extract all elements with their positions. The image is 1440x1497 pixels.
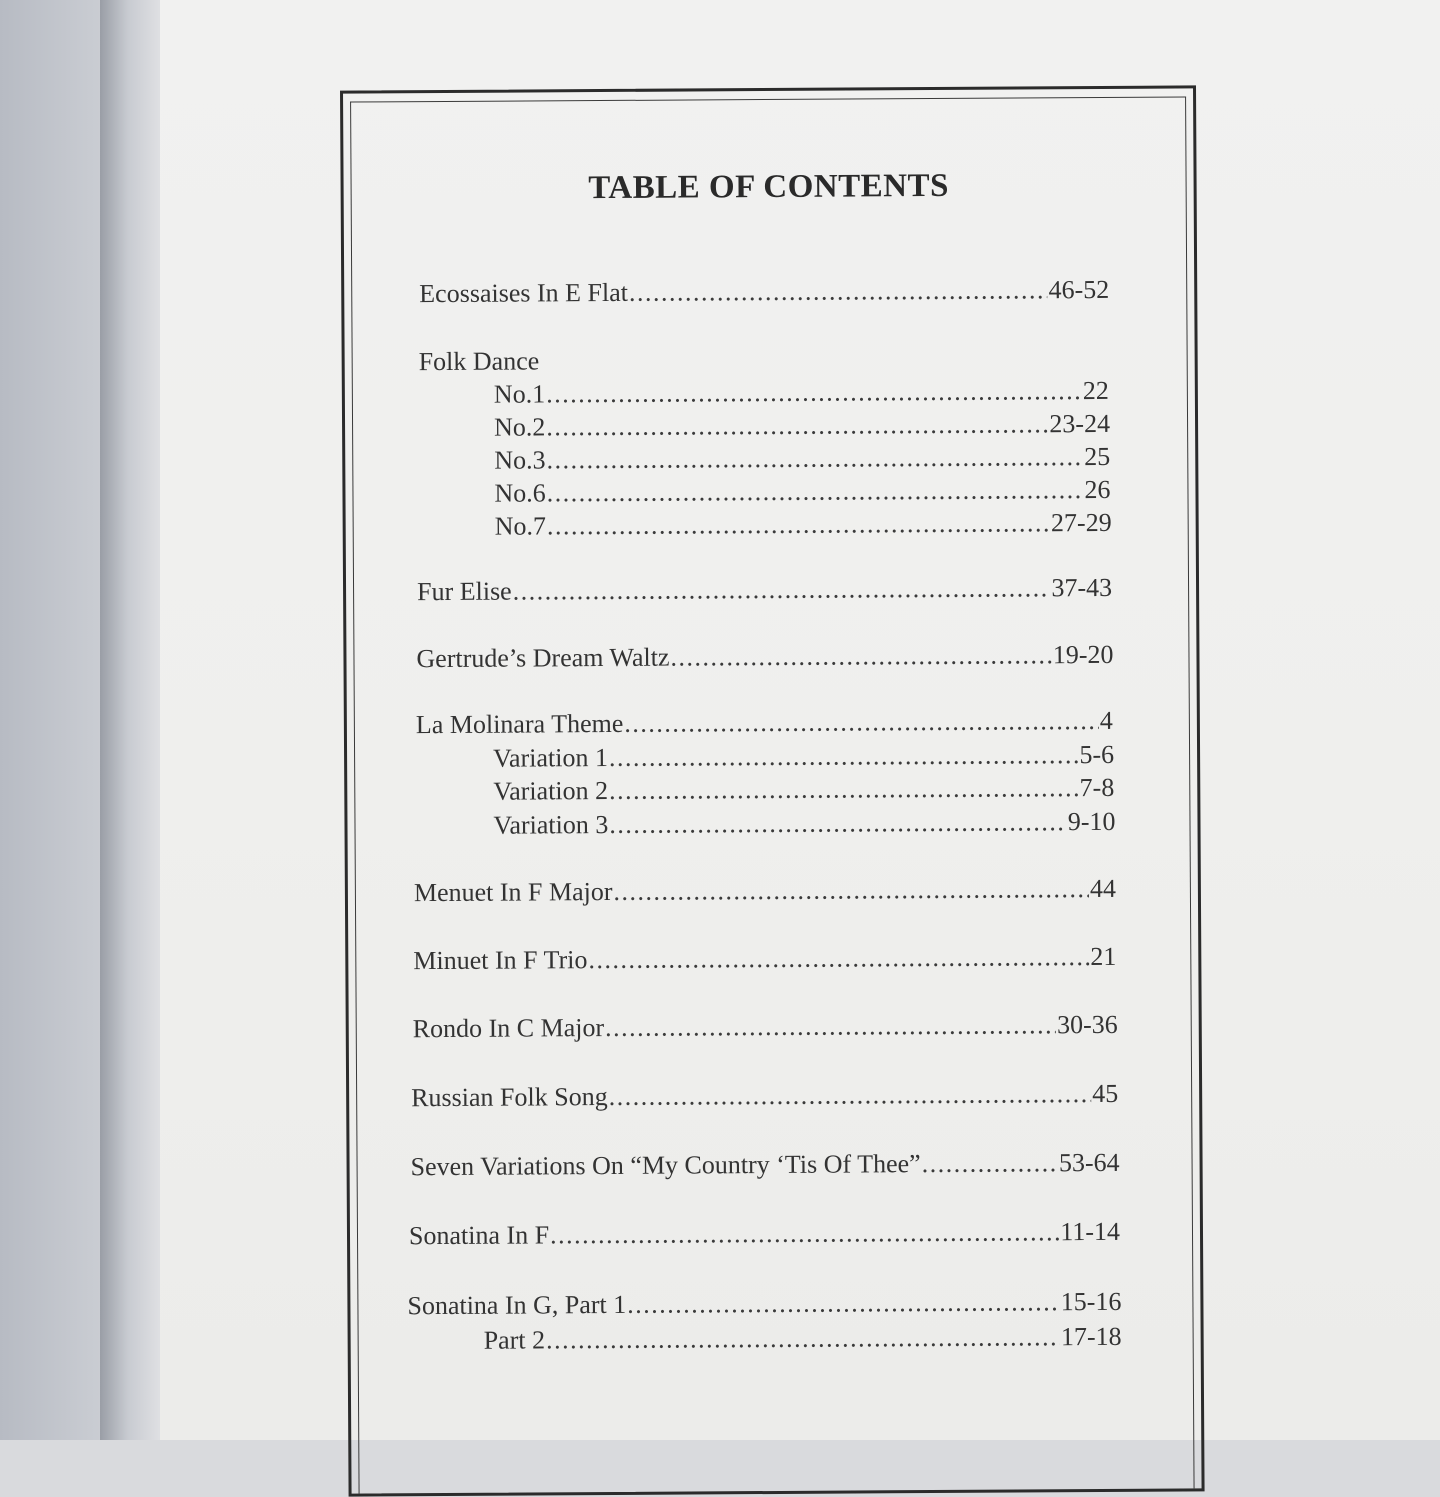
toc-entry-title: Menuet In F Major	[413, 876, 613, 908]
toc-entry	[484, 1322, 1122, 1356]
dot-leader	[546, 1322, 1060, 1355]
dot-leader	[609, 1079, 1092, 1112]
toc-entry	[493, 773, 1114, 807]
toc-entry	[410, 1148, 1119, 1182]
toc-entry-pages: 27-29	[1050, 507, 1112, 538]
dot-leader	[547, 508, 1050, 541]
toc-entry	[495, 508, 1112, 542]
toc-entry-pages: 46-52	[1048, 274, 1110, 305]
toc-entry-pages: 15-16	[1060, 1286, 1122, 1317]
dot-leader	[922, 1148, 1058, 1179]
toc-entry-title: Variation 1	[493, 742, 608, 773]
dot-leader	[629, 275, 1048, 308]
toc-entry-pages: 9-10	[1067, 806, 1116, 837]
toc-entry	[494, 475, 1110, 509]
dot-leader	[513, 573, 1051, 606]
toc-entry-pages: 25	[1084, 441, 1111, 472]
toc-entry-pages: 7-8	[1079, 772, 1115, 803]
toc-entry-title: Rondo In C Major	[412, 1013, 605, 1044]
toc-entry-pages: 11-14	[1060, 1216, 1121, 1247]
contents-frame	[340, 85, 1205, 1496]
toc-entry	[407, 1287, 1121, 1321]
toc-entry	[493, 740, 1114, 774]
dot-leader	[613, 874, 1089, 907]
toc-entry-title: No.2	[493, 412, 546, 442]
toc-entry-title: No.6	[494, 478, 546, 508]
toc-entry-pages: 45	[1092, 1078, 1119, 1109]
toc-entry	[419, 275, 1109, 309]
toc-entry-title: Seven Variations On “My Country ‘Tis Of Thee”	[410, 1149, 921, 1182]
dot-leader	[547, 475, 1084, 508]
toc-entry-pages: 19-20	[1052, 639, 1114, 670]
toc-entry-title: Fur Elise	[416, 576, 512, 607]
dot-leader	[605, 1010, 1056, 1043]
toc-entry-title: Ecossaises In E Flat	[419, 277, 629, 309]
toc-entry-title: Sonatina In G, Part 1	[407, 1289, 627, 1321]
toc-entry-pages: 21	[1090, 941, 1117, 972]
toc-entry-title: Sonatina In F	[408, 1220, 550, 1251]
toc-entry-pages: 30-36	[1056, 1009, 1118, 1040]
toc-entry-title: No.7	[494, 511, 547, 541]
dot-leader	[609, 740, 1079, 773]
toc-entry	[494, 409, 1110, 443]
toc-entry-title: Gertrude’s Dream Waltz	[416, 642, 670, 674]
dot-leader	[670, 640, 1052, 672]
toc-entry-title: La Molinara Theme	[415, 708, 624, 740]
toc-entry-pages: 4	[1099, 705, 1113, 735]
toc-entry	[494, 442, 1110, 476]
dot-leader	[624, 706, 1099, 739]
toc-entry-title: Variation 3	[493, 809, 609, 840]
toc-entry-pages: 53-64	[1058, 1147, 1120, 1178]
dot-leader	[609, 773, 1079, 806]
toc-entry-pages: 23-24	[1049, 408, 1111, 439]
toc-group-heading: Folk Dance	[418, 346, 540, 377]
toc-entry	[414, 874, 1116, 908]
dot-leader	[588, 942, 1089, 975]
page-title: TABLE OF CONTENTS	[588, 167, 949, 207]
toc-entry	[411, 1079, 1118, 1113]
dot-leader	[546, 442, 1083, 475]
toc-entry-title: No.3	[494, 445, 546, 475]
toc-entry	[493, 807, 1115, 841]
toc-entry-title: Part 2	[483, 1325, 546, 1355]
toc-entry	[417, 573, 1112, 607]
toc-entry-pages: 44	[1089, 873, 1116, 904]
toc-entry-title: No.1	[493, 379, 546, 409]
toc-entry-pages: 17-18	[1060, 1321, 1122, 1352]
dot-leader	[609, 807, 1067, 840]
dot-leader	[627, 1287, 1060, 1320]
toc-entry-pages: 26	[1084, 474, 1111, 505]
toc-entry-title: Russian Folk Song	[411, 1081, 608, 1113]
dot-leader	[546, 409, 1048, 442]
toc-entry	[413, 1010, 1118, 1044]
toc-entry-pages: 37-43	[1051, 572, 1113, 603]
dot-leader	[546, 376, 1082, 409]
toc-entry-title: Minuet In F Trio	[413, 945, 588, 976]
toc-entry-title: Variation 2	[493, 775, 609, 806]
dot-leader	[550, 1217, 1059, 1250]
toc-entry-pages: 5-6	[1079, 739, 1115, 770]
toc-entry-pages: 22	[1082, 375, 1109, 406]
toc-entry	[409, 1217, 1120, 1251]
toc-entry	[413, 942, 1116, 976]
toc-entry	[494, 376, 1109, 410]
toc-entry	[416, 640, 1113, 674]
toc-entry	[416, 706, 1113, 740]
